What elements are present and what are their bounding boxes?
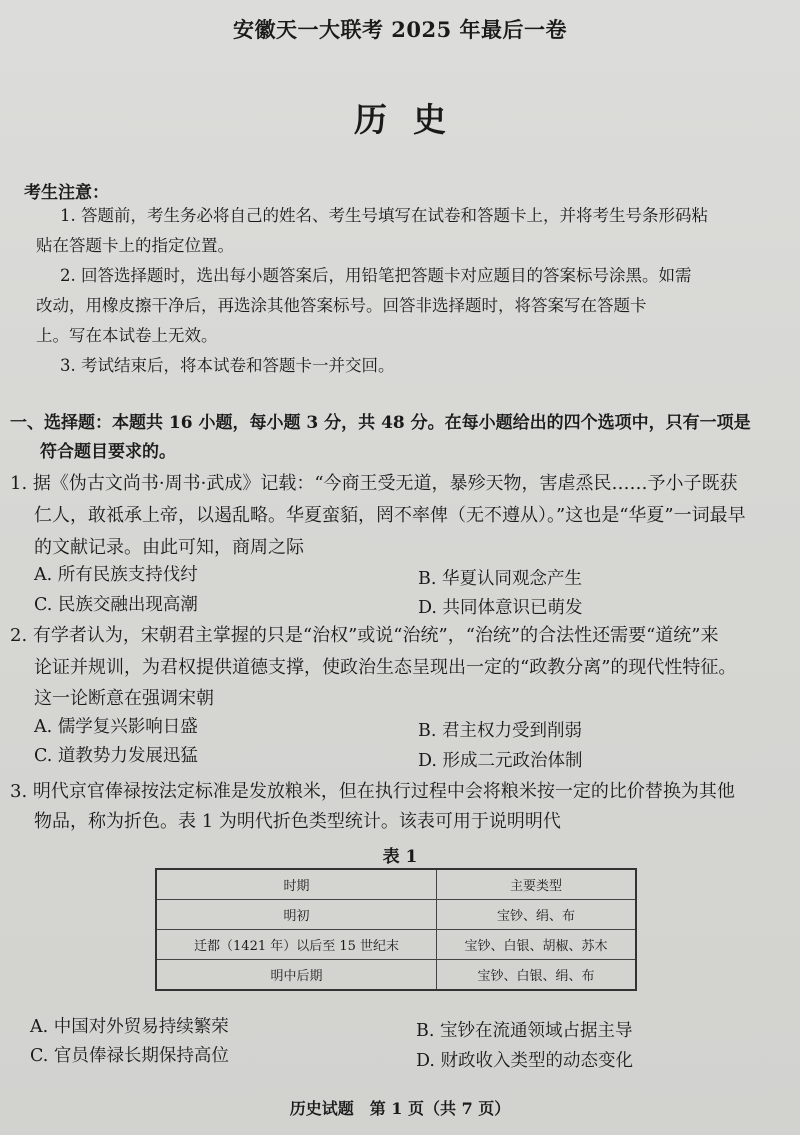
table-header-cell: 时期 [156, 869, 437, 900]
notice-line: 2. 回答选择题时，选出每小题答案后，用铅笔把答题卡对应题目的答案标号涂黑。如需 [60, 266, 692, 285]
table-cell: 宝钞、白银、胡椒、苏木 [437, 930, 636, 960]
question-2-option-b[interactable]: B. 君主权力受到削弱 [418, 721, 582, 741]
table-cell: 迁都（1421 年）以后至 15 世纪末 [156, 930, 437, 960]
question-2-option-d[interactable]: D. 形成二元政治体制 [418, 751, 583, 771]
question-3-option-a[interactable]: A. 中国对外贸易持续繁荣 [30, 1017, 229, 1037]
table-row [156, 930, 636, 960]
section-title-cont: 符合题目要求的。 [40, 442, 176, 462]
table-cell: 宝钞、绢、布 [437, 900, 636, 930]
question-1-option-c[interactable]: C. 民族交融出现高潮 [34, 595, 198, 615]
table-header-cell: 主要类型 [437, 869, 636, 900]
question-3-option-c[interactable]: C. 官员俸禄长期保持高位 [30, 1046, 229, 1066]
question-1-line: 的文献记录。由此可知，商周之际 [34, 537, 304, 558]
notice-line: 改动，用橡皮擦干净后，再选涂其他答案标号。回答非选择题时，将答案写在答题卡 [36, 296, 647, 315]
table-header-row [156, 869, 636, 900]
question-1-option-a[interactable]: A. 所有民族支持伐纣 [34, 565, 198, 585]
question-2-option-a[interactable]: A. 儒学复兴影响日盛 [34, 717, 198, 737]
question-3-option-d[interactable]: D. 财政收入类型的动态变化 [416, 1051, 634, 1071]
question-2-option-c[interactable]: C. 道教势力发展迅猛 [34, 746, 198, 766]
question-1-line: 1. 据《伪古文尚书·周书·武成》记载：“今商王受无道，暴殄天物，害虐烝民……予小子既获 [10, 473, 738, 494]
table-caption: 表 1 [382, 847, 418, 867]
notice-line: 贴在答题卡上的指定位置。 [36, 236, 234, 255]
notice-title: 考生注意： [24, 183, 109, 203]
question-3-option-b[interactable]: B. 宝钞在流通领域占据主导 [416, 1021, 633, 1041]
question-2-line: 2. 有学者认为，宋朝君主掌握的只是“治权”或说“治统”，“治统”的合法性还需要“道统”来 [10, 625, 719, 646]
question-3-line: 3. 明代京官俸禄按法定标准是发放粮米，但在执行过程中会将粮米按一定的比价替换为其他 [10, 781, 735, 802]
question-2-line: 论证并规训，为君权提供道德支撑，使政治生态呈现出一定的“政教分离”的现代性特征。 [34, 657, 737, 678]
notice-line: 上。写在本试卷上无效。 [36, 326, 218, 345]
question-1-option-b[interactable]: B. 华夏认同观念产生 [418, 569, 582, 589]
table-cell: 宝钞、白银、绢、布 [437, 960, 636, 991]
table-row [156, 900, 636, 930]
subject-title: 历史 [354, 100, 472, 139]
section-title: 一、选择题：本题共 16 小题，每小题 3 分，共 48 分。在每小题给出的四个选项中，只有一项是 [10, 413, 751, 433]
question-3-line: 物品，称为折色。表 1 为明代折色类型统计。该表可用于说明明代 [34, 811, 561, 832]
table-row [156, 960, 636, 991]
question-2-line: 这一论断意在强调宋朝 [34, 688, 214, 709]
notice-line: 3. 考试结束后，将本试卷和答题卡一并交回。 [60, 356, 395, 375]
notice-line: 1. 答题前，考生务必将自己的姓名、考生号填写在试卷和答题卡上，并将考生号条形码粘 [60, 206, 708, 225]
question-1-line: 仁人，敢祗承上帝，以遏乱略。华夏蛮貊，罔不率俾（无不遵从）。”这也是“华夏”一词最早 [34, 505, 746, 526]
table-cell: 明初 [156, 900, 437, 930]
zhese-type-table [155, 868, 637, 991]
question-1-option-d[interactable]: D. 共同体意识已萌发 [418, 598, 583, 618]
table-cell: 明中后期 [156, 960, 437, 991]
exam-name: 安徽天一大联考 2025 年最后一卷 [232, 17, 568, 42]
page-footer: 历史试题 第 1 页（共 7 页） [289, 1099, 511, 1118]
